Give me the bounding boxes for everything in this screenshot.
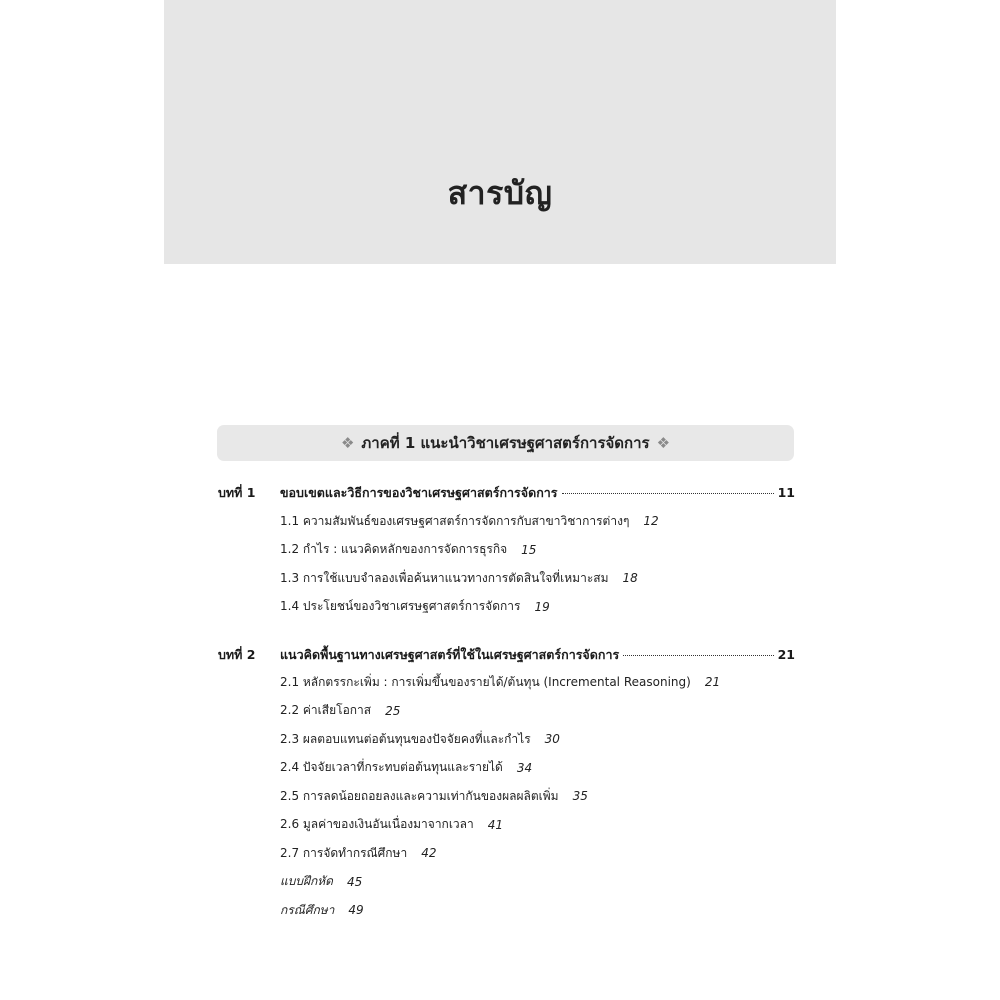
part-banner-label: ภาคที่ 1 แนะนำวิชาเศรษฐศาสตร์การจัดการ [361,434,650,452]
section-label: 1.1 ความสัมพันธ์ของเศรษฐศาสตร์การจัดการกับสาขาวิชาการต่างๆ [280,513,630,528]
section-label: 2.3 ผลตอบแทนต่อต้นทุนของปัจจัยคงที่และกำไร [280,731,531,746]
section-page-number: 19 [534,599,550,614]
section-label: 2.2 ค่าเสียโอกาส [280,703,372,718]
section-page-number: 25 [385,703,401,718]
section-label: กรณีศึกษา [280,902,335,917]
section-label: 2.1 หลักตรรกะเพิ่ม : การเพิ่มขึ้นของรายได้/ต้นทุน (Incremental Reasoning) [280,674,691,689]
page-title: สารบัญ [447,174,553,212]
section-list [218,507,795,621]
toc-section-item[interactable] [218,668,795,697]
chapter-title: แนวคิดพื้นฐานทางเศรษฐศาสตร์ที่ใช้ในเศรษฐศาสตร์การจัดการ [280,647,620,662]
section-page-number: 34 [516,760,533,775]
section-page-number: 18 [622,571,638,586]
chapter-heading-row[interactable] [218,645,795,665]
toc-case-study-item[interactable] [218,896,795,925]
dot-leader [623,655,773,656]
section-page-number: 35 [572,789,588,804]
toc-section-item[interactable] [218,725,795,754]
toc-chapter-2 [218,645,795,925]
toc-exercises-item[interactable] [218,868,795,897]
diamond-ornament-icon: ❖ [656,434,671,452]
section-label: แบบฝึกหัด [280,874,333,889]
section-page-number: 21 [704,675,721,690]
section-page-number: 12 [643,514,659,529]
section-list [218,668,795,925]
dot-leader [562,493,774,494]
toc-section-item[interactable] [218,839,795,868]
chapter-heading-row[interactable] [218,483,795,503]
title-header-band [164,0,836,264]
section-label: 2.7 การจัดทำกรณีศึกษา [280,845,408,860]
section-page-number: 42 [421,846,437,861]
toc-section-item[interactable] [218,536,795,565]
chapter-number: บทที่ 1 [218,485,256,500]
toc-section-item[interactable] [218,754,795,783]
part-banner [217,425,794,461]
diamond-ornament-icon: ❖ [340,434,355,452]
toc-section-item[interactable] [218,593,795,622]
section-label: 1.3 การใช้แบบจำลองเพื่อค้นหาแนวทางการตัดสินใจที่เหมาะสม [280,570,609,585]
section-page-number: 49 [348,903,364,918]
section-page-number: 45 [346,874,363,889]
section-page-number: 15 [521,542,537,557]
toc-section-item[interactable] [218,782,795,811]
section-label: 1.4 ประโยชน์ของวิชาเศรษฐศาสตร์การจัดการ [280,599,521,614]
section-page-number: 41 [487,817,504,832]
section-label: 1.2 กำไร : แนวคิดหลักของการจัดการธุรกิจ [280,542,508,557]
section-page-number: 30 [544,732,560,747]
section-label: 2.6 มูลค่าของเงินอันเนื่องมาจากเวลา [280,817,474,832]
toc-section-item[interactable] [218,507,795,536]
chapter-title: ขอบเขตและวิธีการของวิชาเศรษฐศาสตร์การจัดการ [280,485,558,500]
section-label: 2.4 ปัจจัยเวลาที่กระทบต่อต้นทุนและรายได้ [280,760,503,775]
chapter-number: บทที่ 2 [218,647,256,662]
chapter-page-number: 11 [777,485,795,500]
toc-chapter-1 [218,483,795,621]
toc-section-item[interactable] [218,564,795,593]
section-label: 2.5 การลดน้อยถอยลงและความเท่ากันของผลผลิตเพิ่ม [280,788,559,803]
toc-section-item[interactable] [218,811,795,840]
toc-section-item[interactable] [218,697,795,726]
chapter-page-number: 21 [777,647,795,662]
